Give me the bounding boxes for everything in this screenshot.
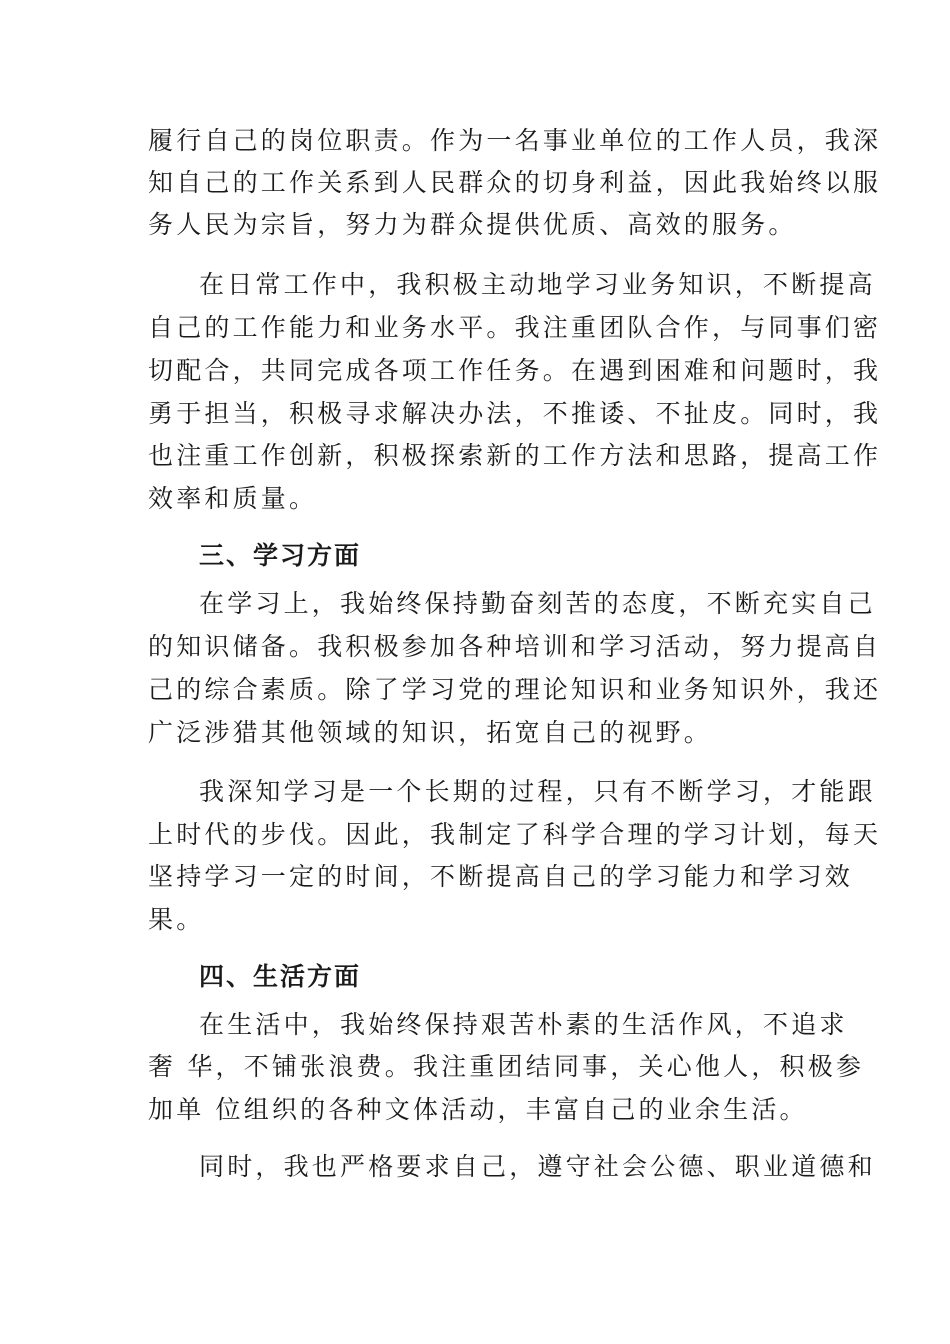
body-text-line: 加单 位组织的各种文体活动，丰富自己的业余生活。 [148, 1095, 808, 1124]
body-text-line: 奢 华，不铺张浪费。我注重团结同事，关心他人，积极参 [148, 1052, 865, 1081]
body-text-line: 果。 [148, 905, 205, 934]
body-text-line: 己的综合素质。除了学习党的理论知识和业务知识外，我还 [148, 675, 882, 704]
body-text-line: 的知识储备。我积极参加各种培训和学习活动，努力提高自 [148, 632, 882, 661]
body-text-line: 切配合，共同完成各项工作任务。在遇到困难和问题时，我 [148, 356, 882, 385]
body-text-line: 务人民为宗旨，努力为群众提供优质、高效的服务。 [148, 210, 797, 239]
body-text-line: 我深知学习是一个长期的过程，只有不断学习，才能跟 [199, 777, 876, 806]
body-text-line: 同时，我也严格要求自己，遵守社会公德、职业道德和 [199, 1152, 876, 1181]
body-text-line: 在学习上，我始终保持勤奋刻苦的态度，不断充实自己 [199, 589, 876, 618]
section-heading: 四、生活方面 [199, 962, 362, 991]
body-text-line: 广泛涉猎其他领域的知识，拓宽自己的视野。 [148, 718, 713, 747]
body-text-line: 知自己的工作关系到人民群众的切身利益，因此我始终以服 [148, 168, 882, 197]
body-text-line: 也注重工作创新，积极探索新的工作方法和思路，提高工作 [148, 441, 882, 470]
body-text-line: 上时代的步伐。因此，我制定了科学合理的学习计划，每天 [148, 820, 882, 849]
body-text-line: 自己的工作能力和业务水平。我注重团队合作，与同事们密 [148, 313, 882, 342]
section-heading: 三、学习方面 [199, 541, 362, 570]
body-text-line: 坚持学习一定的时间，不断提高自己的学习能力和学习效 [148, 862, 854, 891]
body-text-line: 在生活中，我始终保持艰苦朴素的生活作风，不追求 [199, 1010, 848, 1039]
body-text-line: 勇于担当，积极寻求解决办法，不推诿、不扯皮。同时，我 [148, 399, 882, 428]
body-text-line: 效率和质量。 [148, 484, 318, 513]
body-text-line: 在日常工作中，我积极主动地学习业务知识，不断提高 [199, 270, 876, 299]
body-text-line: 履行自己的岗位职责。作为一名事业单位的工作人员，我深 [148, 126, 882, 155]
